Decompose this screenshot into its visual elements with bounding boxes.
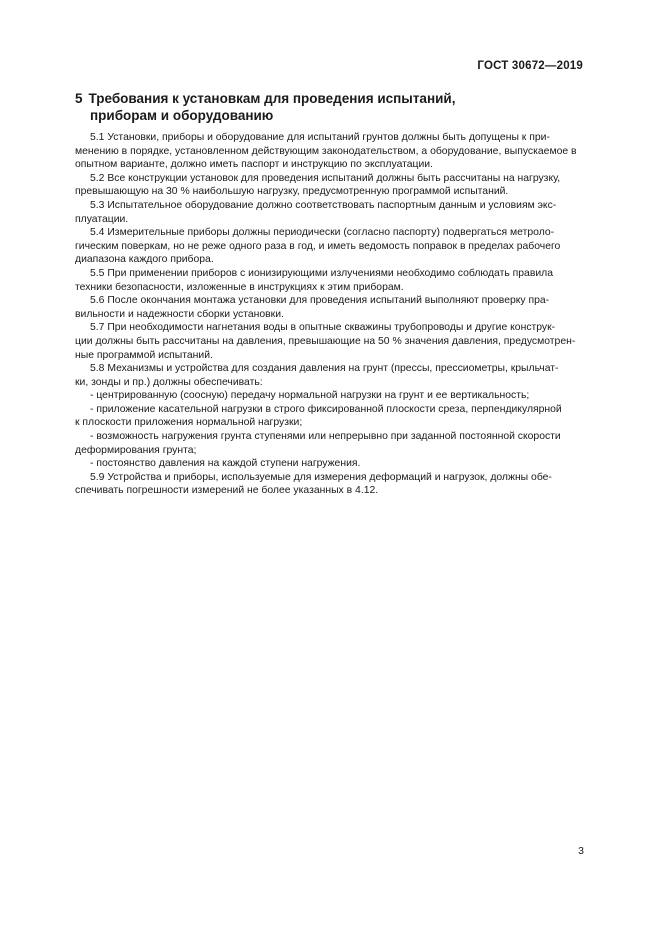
text-line: гическим поверкам, но не реже одного раза в год, и иметь ведомость поправок в пределах рабочего xyxy=(75,240,561,252)
text-line: 5.1 Установки, приборы и оборудование для испытаний грунтов должны быть допущены к при- xyxy=(90,132,550,143)
section-body xyxy=(75,131,585,498)
text-line: ции должны быть рассчитаны на давления, превышающие на 50 % значения давления, предусмотрен- xyxy=(75,335,576,347)
text-line: к плоскости приложения нормальной нагрузки; xyxy=(75,417,303,429)
text-line: 5.5 При применении приборов с ионизирующими излучениями необходимо соблюдать правила xyxy=(90,267,554,279)
text-line: - центрированную (соосную) передачу нормальной нагрузки на грунт и ее вертикальность; xyxy=(90,390,530,402)
text-line: - приложение касательной нагрузки в строго фиксированной плоскости среза, перпендикулярной xyxy=(90,403,562,415)
section-title xyxy=(75,90,575,124)
text-line: техники безопасности, изложенные в инструкциях к этим приборам. xyxy=(75,281,404,293)
section-title-line-1: Требования к установкам для проведения испытаний, xyxy=(88,91,456,106)
text-line: - постоянство давления на каждой ступени нагружения. xyxy=(90,458,361,470)
text-line: - возможность нагружения грунта ступенями или непрерывно при заданной постоянной скорости xyxy=(90,431,561,443)
section-title-line-2: приборам и оборудованию xyxy=(90,108,274,123)
text-line: вильности и надежности сборки установки. xyxy=(75,308,284,320)
section-number: 5 xyxy=(75,91,83,106)
text-line: спечивать погрешности измерений не более указанных в 4.12. xyxy=(75,485,379,497)
text-line: ные программой испытаний. xyxy=(75,349,213,361)
page-number: 3 xyxy=(578,845,584,857)
text-line: 5.4 Измерительные приборы должны периодически (согласно паспорту) подвергаться метроло- xyxy=(90,227,555,239)
text-line: 5.3 Испытательное оборудование должно соответствовать паспортным данным и условиям экс- xyxy=(90,199,557,211)
text-line: 5.6 После окончания монтажа установки для проведения испытаний выполняют проверку пра- xyxy=(90,295,550,307)
text-line: ки, зонды и пр.) должны обеспечивать: xyxy=(75,376,263,388)
text-line: плуатации. xyxy=(75,213,129,225)
text-line: деформирования грунта; xyxy=(75,444,197,456)
text-line: диапазона каждого прибора. xyxy=(75,254,214,266)
text-line: менению в порядке, установленном действующим законодательством, а оборудование, выпускаемое в xyxy=(75,145,577,157)
document-code: ГОСТ 30672—2019 xyxy=(477,60,583,72)
text-line: 5.8 Механизмы и устройства для создания давления на грунт (прессы, прессиометры, крыльчат- xyxy=(90,363,559,375)
text-line: превышающую на 30 % наибольшую нагрузку, предусмотренную программой испытаний. xyxy=(75,186,509,198)
text-line: опытном варианте, должно иметь паспорт и инструкцию по эксплуатации. xyxy=(75,159,433,171)
text-line: 5.9 Устройства и приборы, используемые для измерения деформаций и нагрузок, должны обе- xyxy=(90,471,552,483)
text-line: 5.7 При необходимости нагнетания воды в опытные скважины трубопроводы и другие конструк- xyxy=(90,322,556,334)
text-line: 5.2 Все конструкции установок для проведения испытаний должны быть рассчитаны на нагрузку, xyxy=(90,172,561,184)
